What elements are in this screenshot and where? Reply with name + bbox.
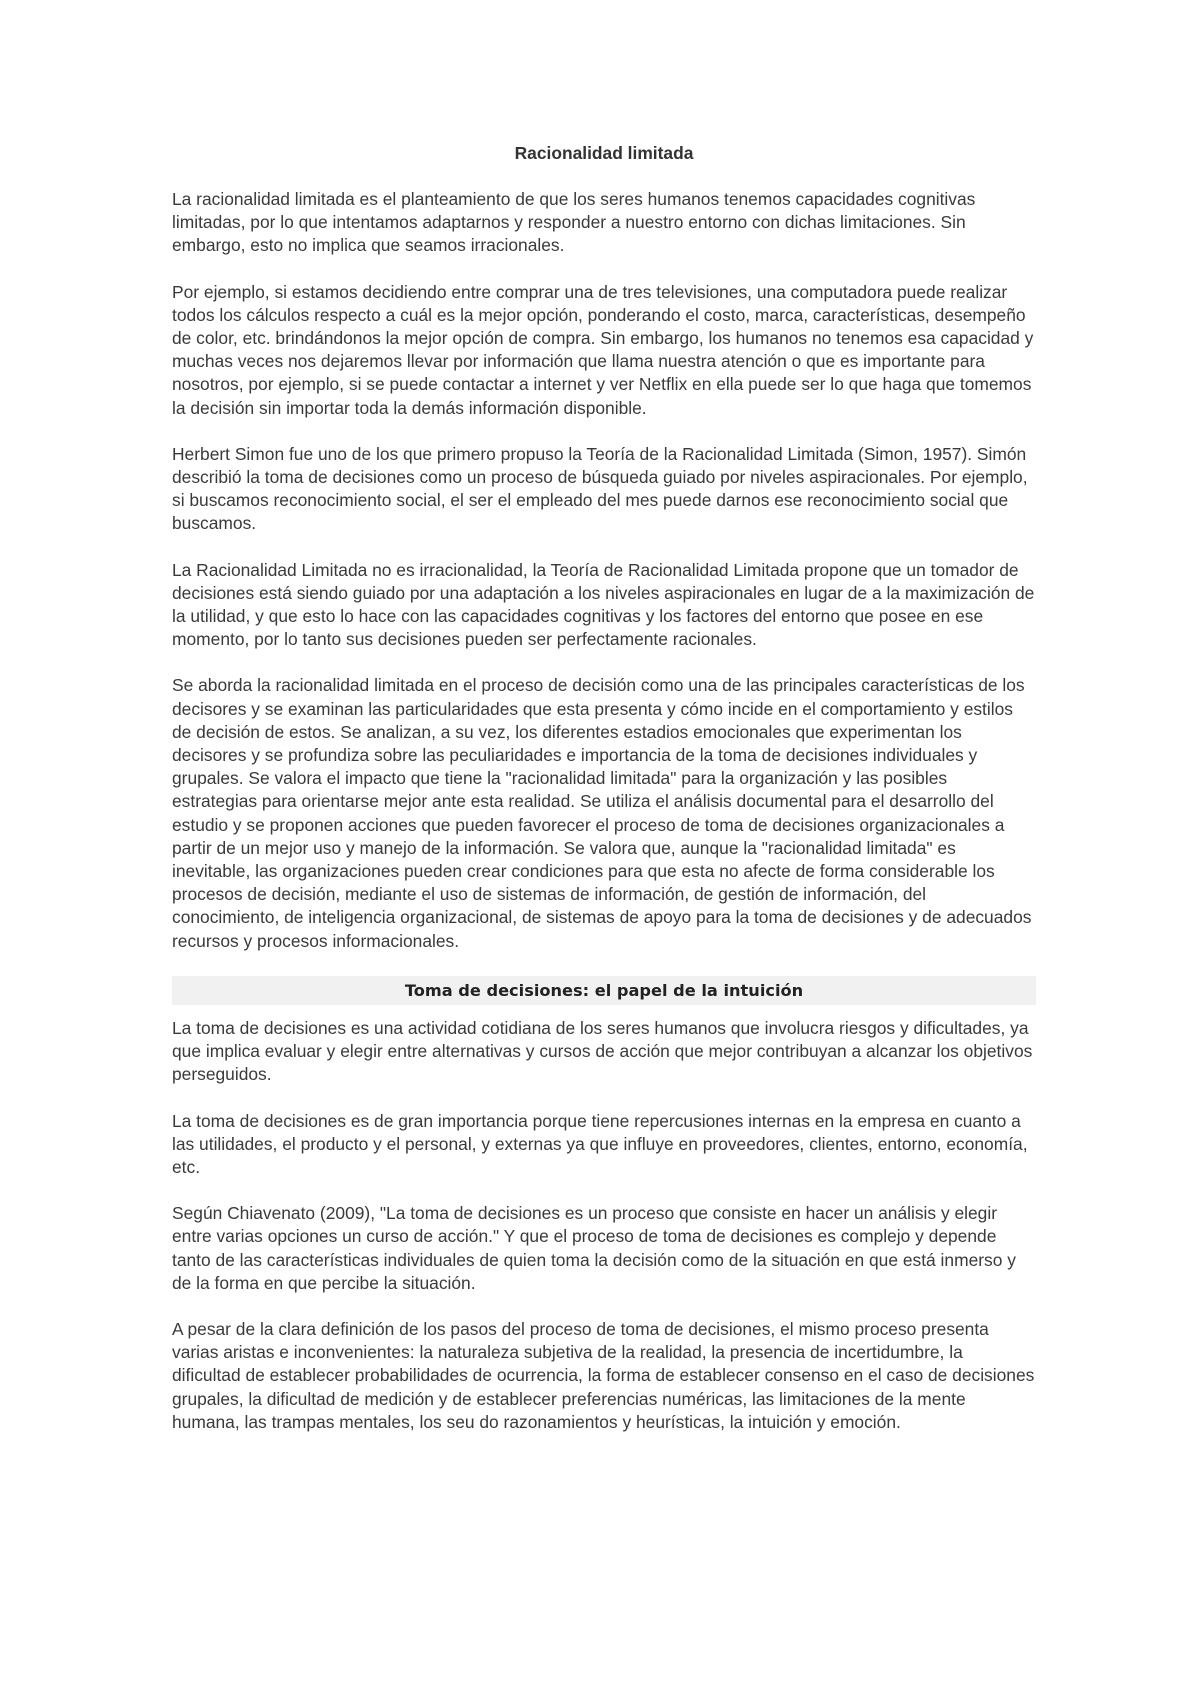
paragraph: Por ejemplo, si estamos decidiendo entre comprar una de tres televisiones, una computadora puede realizar todos los cálculos respecto a cuál es la mejor opción, ponderando el costo, marca, características, desempeño de color, etc. brindándonos la mejor opción de compra. Sin embargo, los humanos no tenemos esa capacidad y muchas veces nos dejaremos llevar por información que llama nuestra atención o que es importante para nosotros, por ejemplo, si se puede contactar a internet y ver Netflix en ella puede ser lo que haga que tomemos la decisión sin importar toda la demás información disponible. xyxy=(172,281,1034,418)
paragraph: Se aborda la racionalidad limitada en el proceso de decisión como una de las principales características de los decisores y se examinan las particularidades que esta presenta y cómo incide en el comportamiento y estilos de decisión de estos. Se analizan, a su vez, los diferentes estadios emocionales que experimentan los decisores y se profundiza sobre las peculiaridades e importancia de la toma de decisiones individuales y grupales. Se valora el impacto que tiene la "racionalidad limitada" para la organización y las posibles estrategias para orientarse mejor ante esta realidad. Se utiliza el análisis documental para el desarrollo del estudio y se proponen acciones que pueden favorecer el proceso de toma de decisiones organizacionales a partir de un mejor uso y manejo de la información. Se valora que, aunque la "racionalidad limitada" es inevitable, las organizaciones pueden crear condiciones para que esta no afecte de forma considerable los procesos de decisión, mediante el uso de sistemas de información, de gestión de información, del conocimiento, de inteligencia organizacional, de sistemas de apoyo para la toma de decisiones y de adecuados recursos y procesos informacionales. xyxy=(172,675,1032,951)
paragraph: Según Chiavenato (2009), "La toma de decisiones es un proceso que consiste en hacer un análisis y elegir entre varias opciones un curso de acción." Y que el proceso de toma de decisiones es complejo y depende tanto de las características individuales de quien toma la decisión como de la situación en que está inmerso y de la forma en que percibe la situación. xyxy=(172,1203,1016,1293)
paragraph: Herbert Simon fue uno de los que primero propuso la Teoría de la Racionalidad Limitada (Simon, 1957). Simón describió la toma de decisiones como un proceso de búsqueda guiado por niveles aspiracionales. Por ejemplo, si buscamos reconocimiento social, el ser el empleado del mes puede darnos ese reconocimiento social que buscamos. xyxy=(172,443,1028,534)
paragraph: La toma de decisiones es una actividad cotidiana de los seres humanos que involucra riesgos y dificultades, ya que implica evaluar y elegir entre alternativas y cursos de acción que mejor contribuyan a alcanzar los objetivos perseguidos. xyxy=(172,1017,1033,1085)
document-title: Racionalidad limitada xyxy=(514,143,694,163)
paragraph: La racionalidad limitada es el planteamiento de que los seres humanos tenemos capacidades cognitivas limitadas, por lo que intentamos adaptarnos y responder a nuestro entorno con dichas limitaciones. Sin embargo, esto no implica que seamos irracionales. xyxy=(172,189,976,256)
paragraph: A pesar de la clara definición de los pasos del proceso de toma de decisiones, el mismo proceso presenta varias aristas e inconvenientes: la naturaleza subjetiva de la realidad, la presencia de incertidumbre, la dificultad de establecer probabilidades de ocurrencia, la forma de establecer consenso en el caso de decisiones grupales, la dificultad de medición y de establecer preferencias numéricas, las limitaciones de la mente humana, las trampas mentales, los seu do razonamientos y heurísticas, la intuición y emoción. xyxy=(172,1318,1035,1432)
paragraph: La toma de decisiones es de gran importancia porque tiene repercusiones internas en la empresa en cuanto a las utilidades, el producto y el personal, y externas ya que influye en proveedores, clientes, entorno, economía, etc. xyxy=(172,1110,1028,1177)
document-page xyxy=(172,142,1036,1457)
section-heading: Toma de decisiones: el papel de la intuición xyxy=(172,976,1036,1005)
paragraph: La Racionalidad Limitada no es irracionalidad, la Teoría de Racionalidad Limitada propone que un tomador de decisiones está siendo guiado por una adaptación a los niveles aspiracionales en lugar de a la maximización de la utilidad, y que esto lo hace con las capacidades cognitivas y los factores del entorno que posee en ese momento, por lo tanto sus decisiones pueden ser perfectamente racionales. xyxy=(172,559,1035,650)
